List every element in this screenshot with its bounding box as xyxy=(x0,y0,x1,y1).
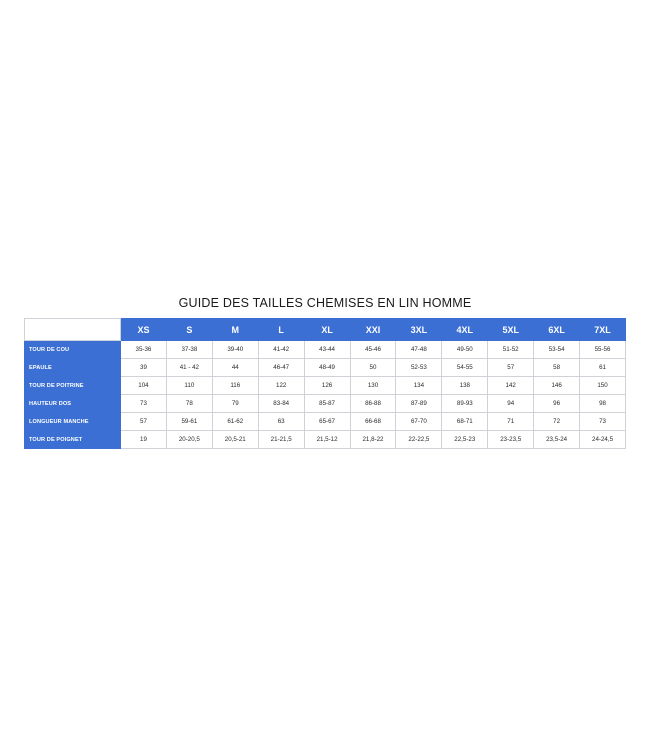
column-header-7xl: 7XL xyxy=(580,319,626,341)
cell: 72 xyxy=(534,413,580,431)
column-header-xl: XL xyxy=(304,319,350,341)
cell: 39-40 xyxy=(212,341,258,359)
cell: 39 xyxy=(121,359,167,377)
table-body xyxy=(25,341,626,449)
table-header xyxy=(25,319,626,341)
cell: 49-50 xyxy=(442,341,488,359)
cell: 63 xyxy=(258,413,304,431)
cell: 126 xyxy=(304,377,350,395)
cell: 122 xyxy=(258,377,304,395)
row-header-tour-de-poitrine: TOUR DE POITRINE xyxy=(25,377,121,395)
cell: 23-23,5 xyxy=(488,431,534,449)
table-row xyxy=(25,377,626,395)
cell: 66-68 xyxy=(350,413,396,431)
cell: 20,5-21 xyxy=(212,431,258,449)
cell: 65-67 xyxy=(304,413,350,431)
table-row xyxy=(25,395,626,413)
cell: 20-20,5 xyxy=(166,431,212,449)
cell: 58 xyxy=(534,359,580,377)
cell: 98 xyxy=(580,395,626,413)
cell: 61 xyxy=(580,359,626,377)
cell: 142 xyxy=(488,377,534,395)
cell: 53-54 xyxy=(534,341,580,359)
cell: 134 xyxy=(396,377,442,395)
column-header-s: S xyxy=(166,319,212,341)
cell: 45-46 xyxy=(350,341,396,359)
row-header-tour-de-poignet: TOUR DE POIGNET xyxy=(25,431,121,449)
table-row xyxy=(25,341,626,359)
column-header-l: L xyxy=(258,319,304,341)
column-header-xs: XS xyxy=(121,319,167,341)
cell: 94 xyxy=(488,395,534,413)
cell: 23,5-24 xyxy=(534,431,580,449)
cell: 110 xyxy=(166,377,212,395)
cell: 130 xyxy=(350,377,396,395)
cell: 150 xyxy=(580,377,626,395)
cell: 87-89 xyxy=(396,395,442,413)
row-header-tour-de-cou: TOUR DE COU xyxy=(25,341,121,359)
cell: 68-71 xyxy=(442,413,488,431)
table-header-row xyxy=(25,319,626,341)
cell: 46-47 xyxy=(258,359,304,377)
cell: 24-24,5 xyxy=(580,431,626,449)
cell: 73 xyxy=(580,413,626,431)
size-chart-table xyxy=(24,318,626,449)
cell: 138 xyxy=(442,377,488,395)
cell: 37-38 xyxy=(166,341,212,359)
row-header-hauteur-dos: HAUTEUR DOS xyxy=(25,395,121,413)
cell: 19 xyxy=(121,431,167,449)
cell: 96 xyxy=(534,395,580,413)
cell: 83-84 xyxy=(258,395,304,413)
cell: 35-36 xyxy=(121,341,167,359)
cell: 61-62 xyxy=(212,413,258,431)
cell: 71 xyxy=(488,413,534,431)
column-header-5xl: 5XL xyxy=(488,319,534,341)
cell: 51-52 xyxy=(488,341,534,359)
column-header-3xl: 3XL xyxy=(396,319,442,341)
cell: 47-48 xyxy=(396,341,442,359)
cell: 146 xyxy=(534,377,580,395)
row-header-longueur-manche: LONGUEUR MANCHE xyxy=(25,413,121,431)
table-row xyxy=(25,413,626,431)
cell: 89-93 xyxy=(442,395,488,413)
column-header-xxi: XXI xyxy=(350,319,396,341)
page-title: GUIDE DES TAILLES CHEMISES EN LIN HOMME xyxy=(178,296,472,310)
cell: 85-87 xyxy=(304,395,350,413)
cell: 67-70 xyxy=(396,413,442,431)
cell: 104 xyxy=(121,377,167,395)
cell: 22,5-23 xyxy=(442,431,488,449)
cell: 21,8-22 xyxy=(350,431,396,449)
cell: 50 xyxy=(350,359,396,377)
cell: 78 xyxy=(166,395,212,413)
table-corner-cell xyxy=(25,319,121,341)
cell: 52-53 xyxy=(396,359,442,377)
column-header-4xl: 4XL xyxy=(442,319,488,341)
column-header-m: M xyxy=(212,319,258,341)
cell: 22-22,5 xyxy=(396,431,442,449)
cell: 55-56 xyxy=(580,341,626,359)
cell: 41 - 42 xyxy=(166,359,212,377)
cell: 73 xyxy=(121,395,167,413)
cell: 79 xyxy=(212,395,258,413)
cell: 21,5-12 xyxy=(304,431,350,449)
cell: 43-44 xyxy=(304,341,350,359)
cell: 54-55 xyxy=(442,359,488,377)
column-header-6xl: 6XL xyxy=(534,319,580,341)
cell: 57 xyxy=(488,359,534,377)
cell: 44 xyxy=(212,359,258,377)
cell: 86-88 xyxy=(350,395,396,413)
size-guide-sheet xyxy=(24,290,626,449)
cell: 57 xyxy=(121,413,167,431)
table-row xyxy=(25,431,626,449)
cell: 48-49 xyxy=(304,359,350,377)
cell: 21-21,5 xyxy=(258,431,304,449)
row-header-epaule: EPAULE xyxy=(25,359,121,377)
table-row xyxy=(25,359,626,377)
cell: 41-42 xyxy=(258,341,304,359)
cell: 116 xyxy=(212,377,258,395)
cell: 59-61 xyxy=(166,413,212,431)
